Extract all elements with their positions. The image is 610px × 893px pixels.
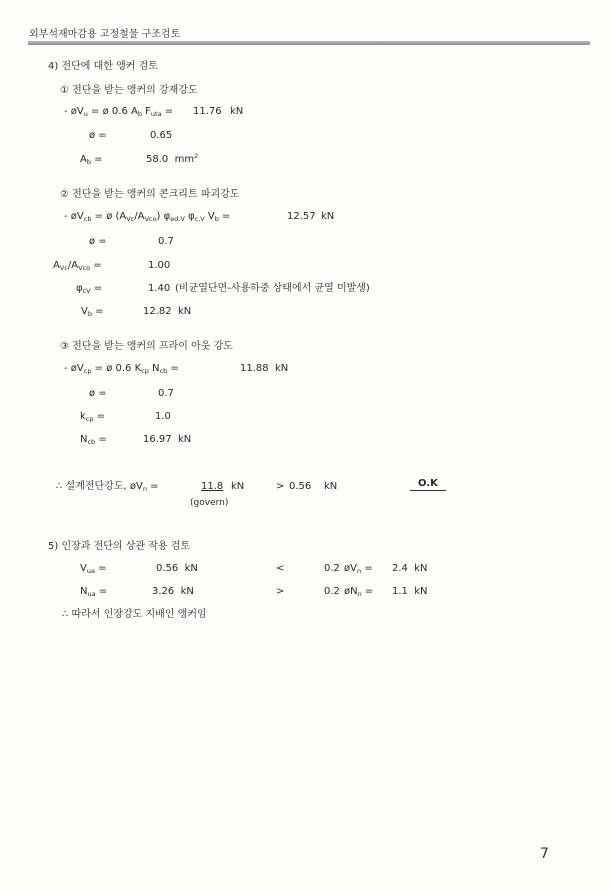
interaction-nua-label: $N_{ua}$ =: [80, 586, 108, 598]
subsection-steel-title: ① 전단을 받는 앵커의 강재강도: [60, 85, 198, 96]
interaction-vua-compare: <: [276, 563, 285, 574]
pryout-kcp-label: $k_{cp}$ =: [80, 411, 106, 423]
pryout-kcp-value: 1.0: [155, 411, 171, 422]
design-strength-value: 11.8: [201, 481, 224, 492]
steel-phi-value: 0.65: [150, 130, 173, 141]
concrete-unit: kN: [321, 211, 335, 222]
concrete-formula: - $øV_{cb}$ = ø $(A_{Vc}/A_{Vco})$ $\varphi_{ed,V}$ $\varphi_{c,V}$ $V_b$ =: [64, 211, 231, 223]
design-demand-unit: kN: [324, 481, 338, 492]
design-compare-sign: >: [276, 481, 285, 492]
interaction-vua-factor: 0.2: [324, 563, 340, 574]
interaction-vua-value: 0.56 kN: [156, 563, 198, 574]
concrete-avc-value: 1.00: [148, 260, 171, 271]
concrete-avc-label: $A_{Vc}/A_{Vco}$ =: [53, 260, 102, 272]
govern-note: (govern): [190, 498, 229, 508]
pryout-phi-value: 0.7: [158, 388, 174, 399]
header-rule: [28, 41, 590, 45]
concrete-psi-value: 1.40: [148, 283, 171, 294]
interaction-nn-value: 1.1 kN: [392, 586, 428, 597]
design-demand-value: 0.56: [289, 481, 312, 492]
steel-result: 11.76: [193, 106, 222, 117]
concrete-result: 12.57: [287, 211, 316, 222]
concrete-psi-label: $\varphi_{cV}$ =: [76, 283, 103, 295]
steel-ab-value: 58.0 $mm^2$: [146, 152, 199, 165]
interaction-vn-value: 2.4 kN: [392, 563, 428, 574]
concrete-vb-value: 12.82 kN: [143, 306, 192, 317]
subsection-pryout-title: ③ 전단을 받는 앵커의 프라이 아웃 강도: [60, 341, 233, 352]
pryout-unit: kN: [275, 363, 289, 374]
concrete-phi-value: 0.7: [158, 236, 174, 247]
interaction-nn-label: $øN_n$ =: [344, 586, 374, 598]
concrete-vb-label: $V_b$ =: [81, 306, 104, 318]
subsection-concrete-title: ② 전단을 받는 앵커의 콘크리트 파괴강도: [60, 189, 240, 200]
interaction-vn-label: $øV_n$ =: [344, 563, 373, 575]
steel-ab-label: $A_b$ =: [80, 154, 103, 166]
interaction-nua-value: 3.26 kN: [152, 586, 194, 597]
design-strength-label: ∴ 설계전단강도, $øV_n$ =: [56, 481, 159, 493]
ok-status: O.K: [418, 478, 438, 489]
pryout-ncb-label: $N_{cb}$ =: [80, 434, 107, 446]
section-4-title: 4) 전단에 대한 앵커 검토: [48, 61, 158, 72]
pryout-result: 11.88: [240, 363, 269, 374]
pryout-formula: - $øV_{cp}$ = ø 0.6 $K_{cp}$ $N_{cb}$ =: [64, 363, 179, 375]
header-title: 외부석재마감용 고정철물 구조검토: [29, 29, 181, 40]
concrete-phi-label: ø =: [89, 236, 107, 247]
section-5-title: 5) 인장과 전단의 상관 작용 검토: [48, 541, 191, 552]
page-number: 7: [540, 846, 549, 862]
steel-formula: - $øV_u$ = ø 0.6 $A_b$ $F_{uta}$ =: [64, 106, 174, 118]
interaction-vua-label: $V_{ua}$ =: [80, 563, 107, 575]
steel-phi-label: ø =: [89, 130, 107, 141]
interaction-nua-factor: 0.2: [324, 586, 340, 597]
ok-underline: [410, 490, 446, 491]
steel-unit: kN: [230, 106, 244, 117]
pryout-phi-label: ø =: [89, 388, 107, 399]
design-strength-unit: kN: [231, 481, 245, 492]
concrete-psi-note: (비균열단면-사용하중 상태에서 균열 미발생): [175, 283, 370, 294]
interaction-nua-compare: >: [276, 586, 285, 597]
conclusion-text: ∴ 따라서 인장강도 지배인 앵커임: [62, 609, 207, 620]
pryout-ncb-value: 16.97 kN: [143, 434, 192, 445]
